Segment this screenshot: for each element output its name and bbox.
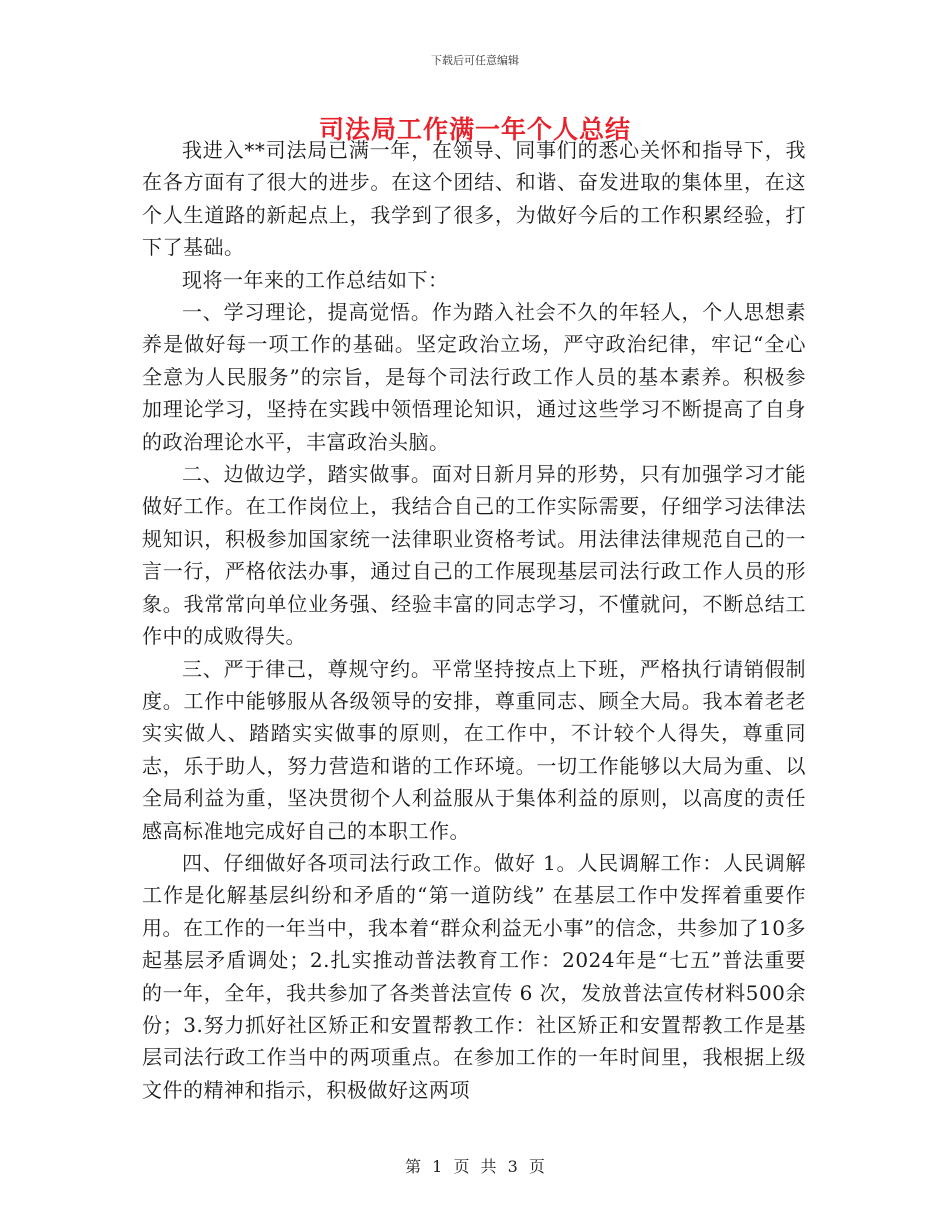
page-number-footer: 第 1 页 共 3 页 <box>405 1157 545 1176</box>
document-body <box>142 134 806 1106</box>
paragraph-section-1: 一、学习理论，提高觉悟。作为踏入社会不久的年轻人，个人思想素养是做好每一项工作的基础。坚定政治立场，严守政治纪律，牢记“全心全意为人民服务”的宗旨，是每个司法行政工作人员的基本素养。积极参加理论学习，坚持在实践中领悟理论知识，通过这些学习不断提高了自身的政治理论水平，丰富政治头脑。 <box>142 300 806 454</box>
document-title: 司法局工作满一年个人总结 <box>318 115 631 144</box>
paragraph-section-2: 二、边做边学，踏实做事。面对日新月异的形势，只有加强学习才能做好工作。在工作岗位上，我结合自己的工作实际需要，仔细学习法律法规知识，积极参加国家统一法律职业资格考试。用法律法律规范自己的一言一行，严格依法办事，通过自己的工作展现基层司法行政工作人员的形象。我常常向单位业务强、经验丰富的同志学习，不懂就问，不断总结工作中的成败得失。 <box>142 462 806 649</box>
paragraph-summary-lead: 现将一年来的工作总结如下： <box>182 267 449 292</box>
header-note: 下载后可任意编辑 <box>431 54 519 67</box>
paragraph-intro: 我进入**司法局已满一年，在领导、同事们的悉心关怀和指导下，我在各方面有了很大的进步。在这个团结、和谐、奋发进取的集体里，在这个人生道路的新起点上，我学到了很多，为做好今后的工作积累经验，打下了基础。 <box>142 138 806 260</box>
paragraph-section-3: 三、严于律己，尊规守约。平常坚持按点上下班，严格执行请销假制度。工作中能够服从各级领导的安排，尊重同志、顾全大局。我本着老老实实做人、踏踏实实做事的原则，在工作中，不计较个人得失，尊重同志，乐于助人，努力营造和谐的工作环境。一切工作能够以大局为重、以全局利益为重，坚决贯彻个人利益服从于集体利益的原则，以高度的责任 感高标准地完成好自己的本职工作。 <box>142 656 806 843</box>
paragraph-section-4: 四、仔细做好各项司法行政工作。做好 1。人民调解工作：人民调解工作是化解基层纠纷和矛盾的“第一道防线” 在基层工作中发挥着重要作用。在工作的一年当中，我本着“群众利益无小事”的信念，共参加了10多起基层矛盾调处；2.扎实推动普法教育工作：2024年是“七五”普法重要的一年，全年，我共参加了各类普法宣传 6 次，发放普法宣传材料500余份；3.努力抓好社区矫正和安置帮教工作：社区矫正和安置帮教工作是基层司法行政工作当中的两项重点。在参加工作的一年时间里，我根据上级文件的精神和指示，积极做好这两项 <box>142 850 806 1102</box>
